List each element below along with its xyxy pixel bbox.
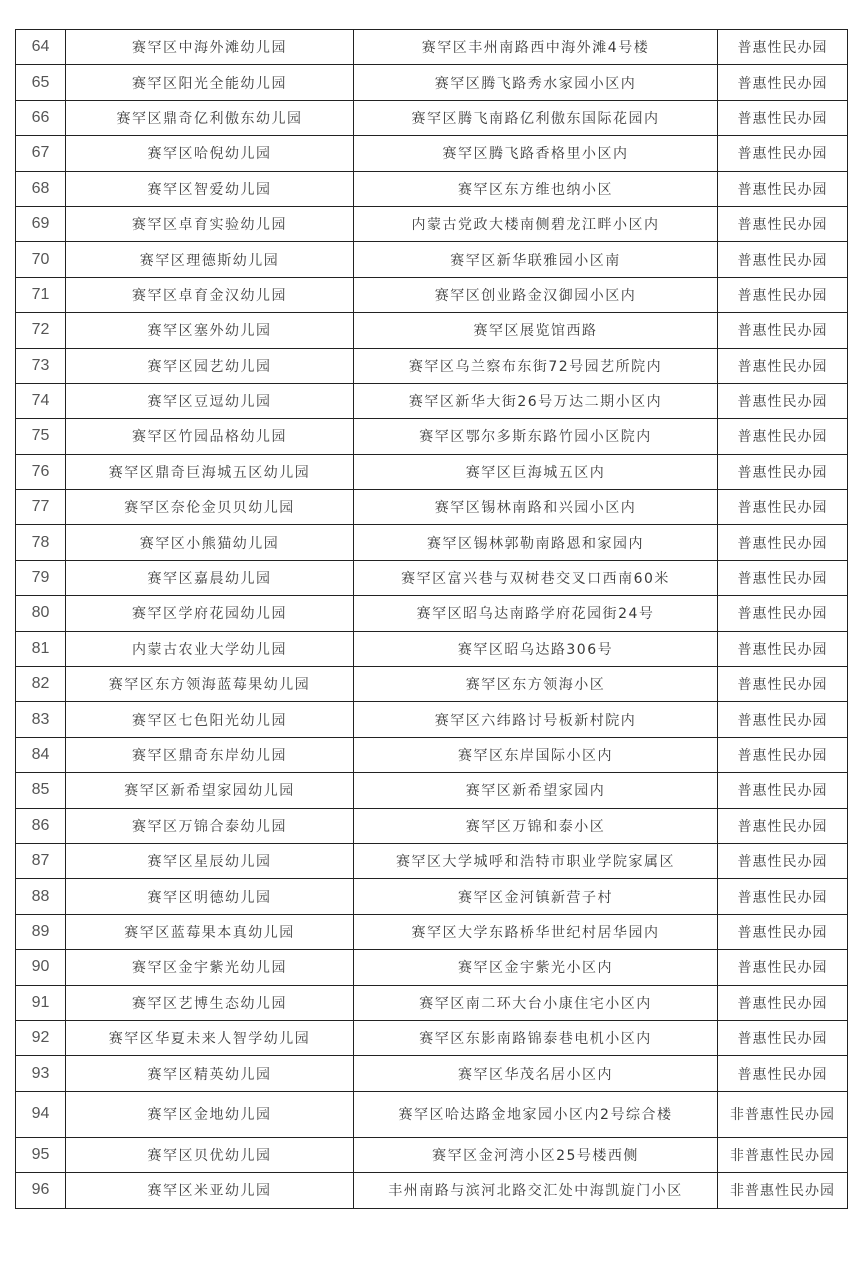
- type-cell: 普惠性民办园: [718, 985, 848, 1020]
- row-number-cell: 73: [16, 348, 66, 383]
- row-number-cell: 72: [16, 313, 66, 348]
- address-cell: 赛罕区新希望家园内: [354, 773, 718, 808]
- table-row: [16, 100, 848, 135]
- type-cell: 普惠性民办园: [718, 737, 848, 772]
- row-number-cell: 70: [16, 242, 66, 277]
- row-number-cell: 68: [16, 171, 66, 206]
- type-cell: 普惠性民办园: [718, 1020, 848, 1055]
- row-number-cell: 92: [16, 1020, 66, 1055]
- address-cell: 赛罕区锡林南路和兴园小区内: [354, 490, 718, 525]
- kindergarten-table: [15, 29, 848, 1209]
- kindergarten-name-cell: 赛罕区新希望家园幼儿园: [66, 773, 354, 808]
- row-number-cell: 74: [16, 383, 66, 418]
- type-cell: 普惠性民办园: [718, 843, 848, 878]
- kindergarten-name-cell: 赛罕区理德斯幼儿园: [66, 242, 354, 277]
- type-cell: 普惠性民办园: [718, 596, 848, 631]
- address-cell: 赛罕区万锦和泰小区: [354, 808, 718, 843]
- table-row: [16, 419, 848, 454]
- address-cell: 赛罕区新华大街26号万达二期小区内: [354, 383, 718, 418]
- kindergarten-name-cell: 赛罕区米亚幼儿园: [66, 1173, 354, 1208]
- table-row: [16, 985, 848, 1020]
- type-cell: 普惠性民办园: [718, 808, 848, 843]
- address-cell: 赛罕区乌兰察布东街72号园艺所院内: [354, 348, 718, 383]
- type-cell: 普惠性民办园: [718, 277, 848, 312]
- address-cell: 赛罕区创业路金汉御园小区内: [354, 277, 718, 312]
- kindergarten-list-sheet: [15, 29, 848, 1209]
- row-number-cell: 95: [16, 1137, 66, 1172]
- row-number-cell: 84: [16, 737, 66, 772]
- table-row: [16, 1091, 848, 1137]
- type-cell: 普惠性民办园: [718, 667, 848, 702]
- row-number-cell: 90: [16, 950, 66, 985]
- table-row: [16, 1137, 848, 1172]
- table-row: [16, 560, 848, 595]
- row-number-cell: 65: [16, 65, 66, 100]
- table-row: [16, 171, 848, 206]
- row-number-cell: 93: [16, 1056, 66, 1091]
- address-cell: 赛罕区六纬路讨号板新村院内: [354, 702, 718, 737]
- table-row: [16, 30, 848, 65]
- row-number-cell: 83: [16, 702, 66, 737]
- kindergarten-name-cell: 赛罕区鼎奇东岸幼儿园: [66, 737, 354, 772]
- row-number-cell: 85: [16, 773, 66, 808]
- table-row: [16, 1173, 848, 1208]
- table-body: [16, 30, 848, 1209]
- kindergarten-name-cell: 赛罕区卓育实验幼儿园: [66, 206, 354, 241]
- type-cell: 普惠性民办园: [718, 950, 848, 985]
- kindergarten-name-cell: 赛罕区贝优幼儿园: [66, 1137, 354, 1172]
- kindergarten-name-cell: 赛罕区嘉晨幼儿园: [66, 560, 354, 595]
- address-cell: 赛罕区丰州南路西中海外滩4号楼: [354, 30, 718, 65]
- kindergarten-name-cell: 赛罕区哈倪幼儿园: [66, 136, 354, 171]
- address-cell: 赛罕区腾飞路香格里小区内: [354, 136, 718, 171]
- kindergarten-name-cell: 赛罕区金地幼儿园: [66, 1091, 354, 1137]
- kindergarten-name-cell: 赛罕区中海外滩幼儿园: [66, 30, 354, 65]
- kindergarten-name-cell: 赛罕区精英幼儿园: [66, 1056, 354, 1091]
- row-number-cell: 76: [16, 454, 66, 489]
- address-cell: 赛罕区东岸国际小区内: [354, 737, 718, 772]
- kindergarten-name-cell: 赛罕区万锦合泰幼儿园: [66, 808, 354, 843]
- row-number-cell: 81: [16, 631, 66, 666]
- address-cell: 赛罕区华茂名居小区内: [354, 1056, 718, 1091]
- table-row: [16, 313, 848, 348]
- kindergarten-name-cell: 赛罕区园艺幼儿园: [66, 348, 354, 383]
- type-cell: 普惠性民办园: [718, 65, 848, 100]
- kindergarten-name-cell: 赛罕区星辰幼儿园: [66, 843, 354, 878]
- table-row: [16, 879, 848, 914]
- address-cell: 内蒙古党政大楼南侧碧龙江畔小区内: [354, 206, 718, 241]
- row-number-cell: 69: [16, 206, 66, 241]
- type-cell: 非普惠性民办园: [718, 1137, 848, 1172]
- row-number-cell: 87: [16, 843, 66, 878]
- address-cell: 赛罕区巨海城五区内: [354, 454, 718, 489]
- type-cell: 普惠性民办园: [718, 313, 848, 348]
- table-row: [16, 242, 848, 277]
- address-cell: 赛罕区锡林郭勒南路恩和家园内: [354, 525, 718, 560]
- address-cell: 赛罕区东方维也纳小区: [354, 171, 718, 206]
- address-cell: 赛罕区哈达路金地家园小区内2号综合楼: [354, 1091, 718, 1137]
- type-cell: 普惠性民办园: [718, 773, 848, 808]
- row-number-cell: 64: [16, 30, 66, 65]
- type-cell: 普惠性民办园: [718, 631, 848, 666]
- type-cell: 普惠性民办园: [718, 100, 848, 135]
- row-number-cell: 66: [16, 100, 66, 135]
- type-cell: 普惠性民办园: [718, 702, 848, 737]
- table-row: [16, 525, 848, 560]
- row-number-cell: 94: [16, 1091, 66, 1137]
- table-row: [16, 277, 848, 312]
- row-number-cell: 75: [16, 419, 66, 454]
- table-row: [16, 914, 848, 949]
- row-number-cell: 89: [16, 914, 66, 949]
- kindergarten-name-cell: 赛罕区卓育金汉幼儿园: [66, 277, 354, 312]
- kindergarten-name-cell: 赛罕区小熊猫幼儿园: [66, 525, 354, 560]
- row-number-cell: 86: [16, 808, 66, 843]
- table-row: [16, 1020, 848, 1055]
- table-row: [16, 667, 848, 702]
- type-cell: 普惠性民办园: [718, 914, 848, 949]
- row-number-cell: 91: [16, 985, 66, 1020]
- address-cell: 赛罕区大学城呼和浩特市职业学院家属区: [354, 843, 718, 878]
- kindergarten-name-cell: 赛罕区竹园品格幼儿园: [66, 419, 354, 454]
- kindergarten-name-cell: 赛罕区金宇紫光幼儿园: [66, 950, 354, 985]
- table-row: [16, 773, 848, 808]
- row-number-cell: 79: [16, 560, 66, 595]
- table-row: [16, 454, 848, 489]
- table-row: [16, 737, 848, 772]
- type-cell: 普惠性民办园: [718, 242, 848, 277]
- kindergarten-name-cell: 赛罕区鼎奇巨海城五区幼儿园: [66, 454, 354, 489]
- address-cell: 赛罕区腾飞南路亿利傲东国际花园内: [354, 100, 718, 135]
- table-row: [16, 702, 848, 737]
- kindergarten-name-cell: 赛罕区豆逗幼儿园: [66, 383, 354, 418]
- table-row: [16, 1056, 848, 1091]
- row-number-cell: 78: [16, 525, 66, 560]
- type-cell: 普惠性民办园: [718, 419, 848, 454]
- table-row: [16, 65, 848, 100]
- address-cell: 赛罕区新华联雅园小区南: [354, 242, 718, 277]
- type-cell: 普惠性民办园: [718, 136, 848, 171]
- type-cell: 普惠性民办园: [718, 879, 848, 914]
- type-cell: 非普惠性民办园: [718, 1173, 848, 1208]
- row-number-cell: 96: [16, 1173, 66, 1208]
- kindergarten-name-cell: 赛罕区明德幼儿园: [66, 879, 354, 914]
- table-row: [16, 808, 848, 843]
- kindergarten-name-cell: 赛罕区奈伦金贝贝幼儿园: [66, 490, 354, 525]
- type-cell: 普惠性民办园: [718, 206, 848, 241]
- type-cell: 普惠性民办园: [718, 383, 848, 418]
- kindergarten-name-cell: 赛罕区艺博生态幼儿园: [66, 985, 354, 1020]
- kindergarten-name-cell: 赛罕区塞外幼儿园: [66, 313, 354, 348]
- table-row: [16, 950, 848, 985]
- kindergarten-name-cell: 内蒙古农业大学幼儿园: [66, 631, 354, 666]
- type-cell: 普惠性民办园: [718, 1056, 848, 1091]
- table-row: [16, 843, 848, 878]
- kindergarten-name-cell: 赛罕区华夏未来人智学幼儿园: [66, 1020, 354, 1055]
- row-number-cell: 67: [16, 136, 66, 171]
- address-cell: 赛罕区富兴巷与双树巷交叉口西南60米: [354, 560, 718, 595]
- kindergarten-name-cell: 赛罕区学府花园幼儿园: [66, 596, 354, 631]
- address-cell: 赛罕区东方领海小区: [354, 667, 718, 702]
- type-cell: 普惠性民办园: [718, 30, 848, 65]
- row-number-cell: 82: [16, 667, 66, 702]
- address-cell: 丰州南路与滨河北路交汇处中海凯旋门小区: [354, 1173, 718, 1208]
- address-cell: 赛罕区昭乌达南路学府花园街24号: [354, 596, 718, 631]
- type-cell: 普惠性民办园: [718, 525, 848, 560]
- type-cell: 普惠性民办园: [718, 171, 848, 206]
- kindergarten-name-cell: 赛罕区七色阳光幼儿园: [66, 702, 354, 737]
- address-cell: 赛罕区金河镇新营子村: [354, 879, 718, 914]
- kindergarten-name-cell: 赛罕区蓝莓果本真幼儿园: [66, 914, 354, 949]
- table-row: [16, 631, 848, 666]
- row-number-cell: 71: [16, 277, 66, 312]
- kindergarten-name-cell: 赛罕区智爱幼儿园: [66, 171, 354, 206]
- address-cell: 赛罕区展览馆西路: [354, 313, 718, 348]
- address-cell: 赛罕区昭乌达路306号: [354, 631, 718, 666]
- row-number-cell: 77: [16, 490, 66, 525]
- type-cell: 普惠性民办园: [718, 490, 848, 525]
- type-cell: 普惠性民办园: [718, 348, 848, 383]
- type-cell: 普惠性民办园: [718, 560, 848, 595]
- address-cell: 赛罕区金河湾小区25号楼西侧: [354, 1137, 718, 1172]
- type-cell: 非普惠性民办园: [718, 1091, 848, 1137]
- address-cell: 赛罕区南二环大台小康住宅小区内: [354, 985, 718, 1020]
- row-number-cell: 88: [16, 879, 66, 914]
- table-row: [16, 348, 848, 383]
- address-cell: 赛罕区金宇紫光小区内: [354, 950, 718, 985]
- address-cell: 赛罕区东影南路锦泰巷电机小区内: [354, 1020, 718, 1055]
- address-cell: 赛罕区大学东路桥华世纪村居华园内: [354, 914, 718, 949]
- row-number-cell: 80: [16, 596, 66, 631]
- table-row: [16, 136, 848, 171]
- type-cell: 普惠性民办园: [718, 454, 848, 489]
- address-cell: 赛罕区鄂尔多斯东路竹园小区院内: [354, 419, 718, 454]
- table-row: [16, 596, 848, 631]
- table-row: [16, 383, 848, 418]
- table-row: [16, 206, 848, 241]
- table-row: [16, 490, 848, 525]
- kindergarten-name-cell: 赛罕区鼎奇亿利傲东幼儿园: [66, 100, 354, 135]
- kindergarten-name-cell: 赛罕区东方领海蓝莓果幼儿园: [66, 667, 354, 702]
- address-cell: 赛罕区腾飞路秀水家园小区内: [354, 65, 718, 100]
- kindergarten-name-cell: 赛罕区阳光全能幼儿园: [66, 65, 354, 100]
